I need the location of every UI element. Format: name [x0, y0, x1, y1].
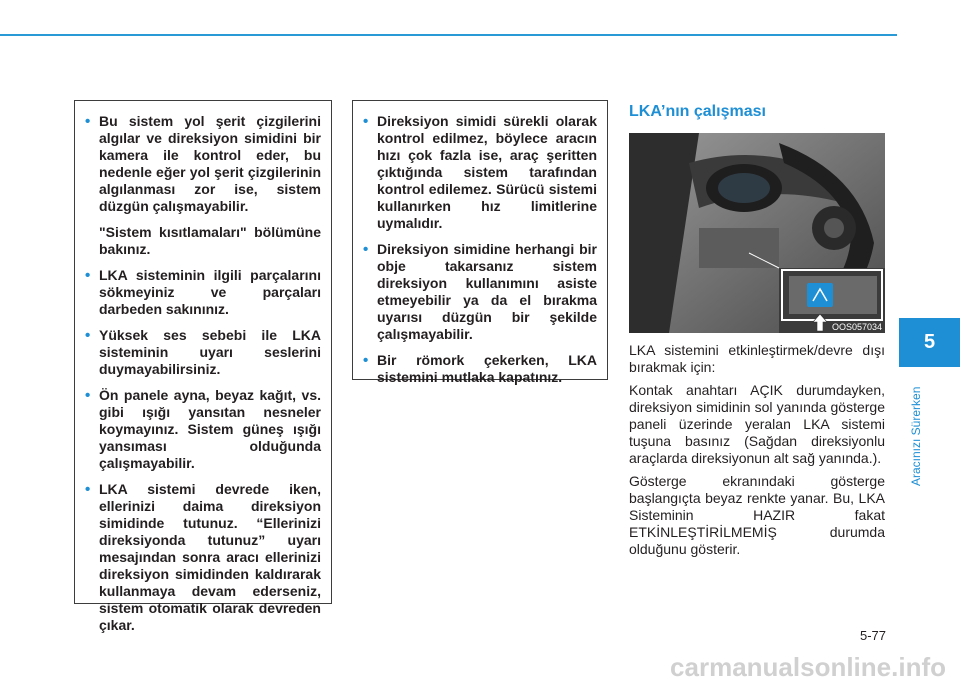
section-body — [629, 342, 885, 564]
list-item: • Direksiyon simidi sürekli olarak kontrol edilmez, böylece aracın hızı çok fazla ise, araç şeritten çıktığında sistem tarafından kontrol edilemez. Sürücü sistemi kullanırken hız limitlerine uymalıdır. — [363, 113, 597, 231]
caution-list-left — [85, 113, 321, 634]
chapter-title: Aracınızı Sürerken — [909, 386, 923, 486]
bullet-icon: • — [363, 352, 369, 369]
bullet-icon: • — [363, 241, 369, 258]
list-item: • Bu sistem yol şerit çizgilerini algılar ve direksiyon simidini bir kamera ile kontrol eder, bu nedenle eğer yol şerit çizgilerinin algılanması zor ise, sistem düzgün çalışmayabilir. — [85, 113, 321, 214]
paragraph: LKA sistemini etkinleştirmek/devre dışı bırakmak için: — [629, 342, 885, 375]
lka-button — [807, 283, 833, 307]
paragraph: Kontak anahtarı AÇIK durumdayken, direksiyon simidinin sol yanında gösterge paneli üzerinde yeralan LKA sistemi tuşuna basınız (Sağdan direksiyonlu araçlarda direksiyonun alt sağ yanında.). — [629, 382, 885, 466]
bullet-icon: • — [85, 481, 91, 498]
bullet-icon: • — [85, 387, 91, 404]
watermark: carmanualsonline.info — [670, 652, 946, 682]
list-item: • Yüksek ses sebebi ile LKA sisteminin uyarı seslerini duymayabilirsiniz. — [85, 327, 321, 377]
section-title: LKA’nın çalışması — [629, 103, 766, 120]
bullet-icon: • — [363, 113, 369, 130]
list-item-note: "Sistem kısıtlamaları" bölümüne bakınız. — [99, 224, 321, 257]
header-rule — [0, 34, 897, 36]
list-item: • Ön panele ayna, beyaz kağıt, vs. gibi ışığı yansıtan nesneler koymayınız. Sistem güneş ışığı yansıması olduğunda çalışmayabilir. — [85, 387, 321, 471]
bullet-icon: • — [85, 327, 91, 344]
dashboard-illustration — [629, 133, 885, 333]
caution-box-middle — [352, 100, 608, 385]
caution-box-left — [74, 100, 332, 633]
paragraph: Gösterge ekranındaki gösterge başlangıçta beyaz renkte yanar. Bu, LKA Sisteminin HAZIR fakat ETKİNLEŞTİRİLMEMİŞ durumda olduğunu gösterir. — [629, 473, 885, 557]
list-item: • LKA sistemi devrede iken, ellerinizi daima direksiyon simidinde tutunuz. “Ellerinizi direksiyonda tutunuz” uyarı mesajından sonra aracı ellerinizi direksiyon simidinden kaldırarak kullanmaya devam ederseniz, sistem otomatik olarak devreden çıkar. — [85, 481, 321, 633]
list-item: • Bir römork çekerken, LKA sistemini mutlaka kapatınız. — [363, 352, 597, 385]
dashboard-photo — [629, 133, 885, 333]
page-number: 5-77 — [859, 628, 886, 643]
list-item: • Direksiyon simidine herhangi bir obje takarsanız sistem direksiyon kullanımını asiste etmeyebilir ya da el bırakma uyarısı düzgün bir şekilde çalışmayabilir. — [363, 241, 597, 342]
image-code: OOS057034 — [831, 322, 882, 332]
bullet-icon: • — [85, 267, 91, 284]
caution-list-middle — [363, 113, 597, 386]
chapter-tab: 5 — [899, 318, 960, 367]
list-item: • LKA sisteminin ilgili parçalarını sökmeyiniz ve parçaları darbeden sakınınız. — [85, 267, 321, 317]
bullet-icon: • — [85, 113, 91, 130]
